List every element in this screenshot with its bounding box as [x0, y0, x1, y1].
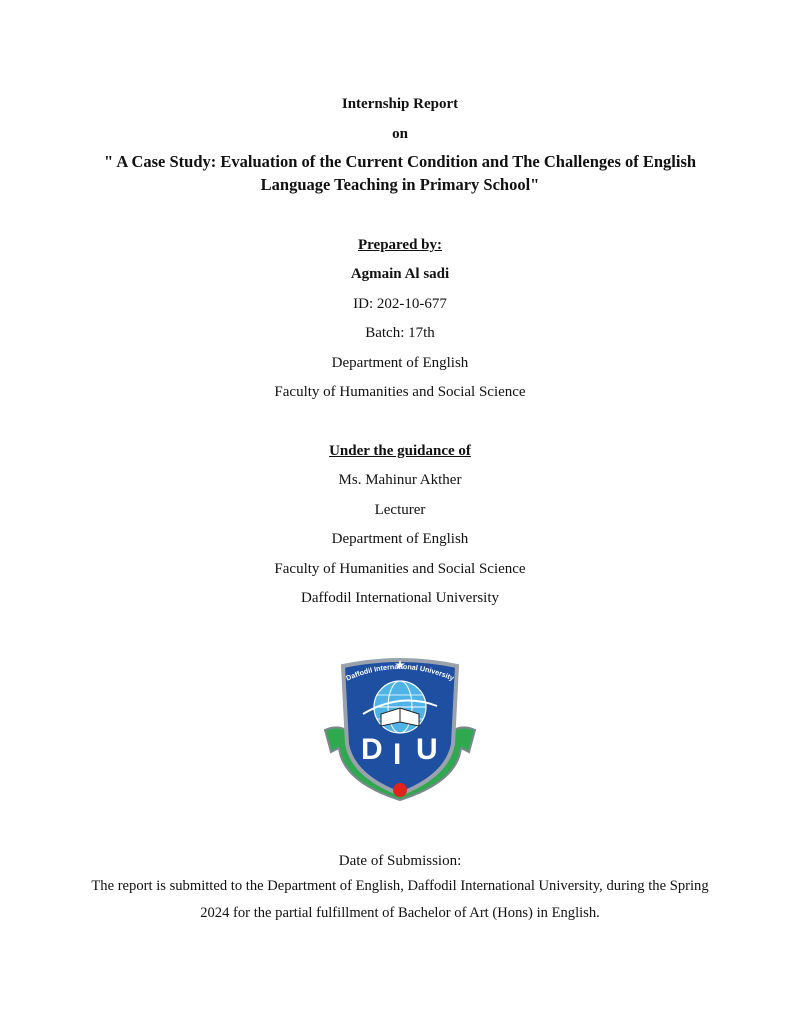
- supervisor-faculty: Faculty of Humanities and Social Science: [274, 561, 526, 577]
- supervisor-designation: Lecturer: [374, 502, 426, 518]
- submission-label: Date of Submission:: [338, 853, 462, 869]
- logo-letter-i: I: [393, 738, 402, 771]
- guidance-heading: Under the guidance of: [329, 443, 471, 459]
- report-type: Internship Report: [341, 96, 459, 112]
- student-department: Department of English: [331, 355, 469, 371]
- logo-arc-text: Daffodil International University: [344, 661, 456, 683]
- supervisor-university: Daffodil International University: [300, 590, 499, 606]
- prepared-by-heading: Prepared by:: [357, 237, 443, 253]
- logo-letter-u: U: [416, 733, 438, 766]
- logo-letter-d: D: [361, 733, 383, 766]
- student-name: Agmain Al sadi: [350, 266, 450, 282]
- student-faculty: Faculty of Humanities and Social Science: [274, 384, 526, 400]
- logo-red-dot: [393, 783, 407, 797]
- report-title-line-2: Language Teaching in Primary School": [260, 175, 540, 194]
- supervisor-department: Department of English: [331, 531, 469, 547]
- diu-logo: [319, 652, 481, 804]
- report-title-line-1: " A Case Study: Evaluation of the Current Condition and The Challenges of English: [103, 152, 697, 171]
- supervisor-name: Ms. Mahinur Akther: [338, 472, 462, 488]
- report-on: on: [392, 126, 408, 142]
- submission-text-line-2: 2024 for the partial fulfillment of Bachelor of Art (Hons) in English.: [200, 905, 600, 921]
- submission-text-line-1: The report is submitted to the Department of English, Daffodil International University, during the Spring: [91, 878, 709, 894]
- student-id: ID: 202-10-677: [353, 296, 447, 312]
- student-batch: Batch: 17th: [365, 325, 435, 341]
